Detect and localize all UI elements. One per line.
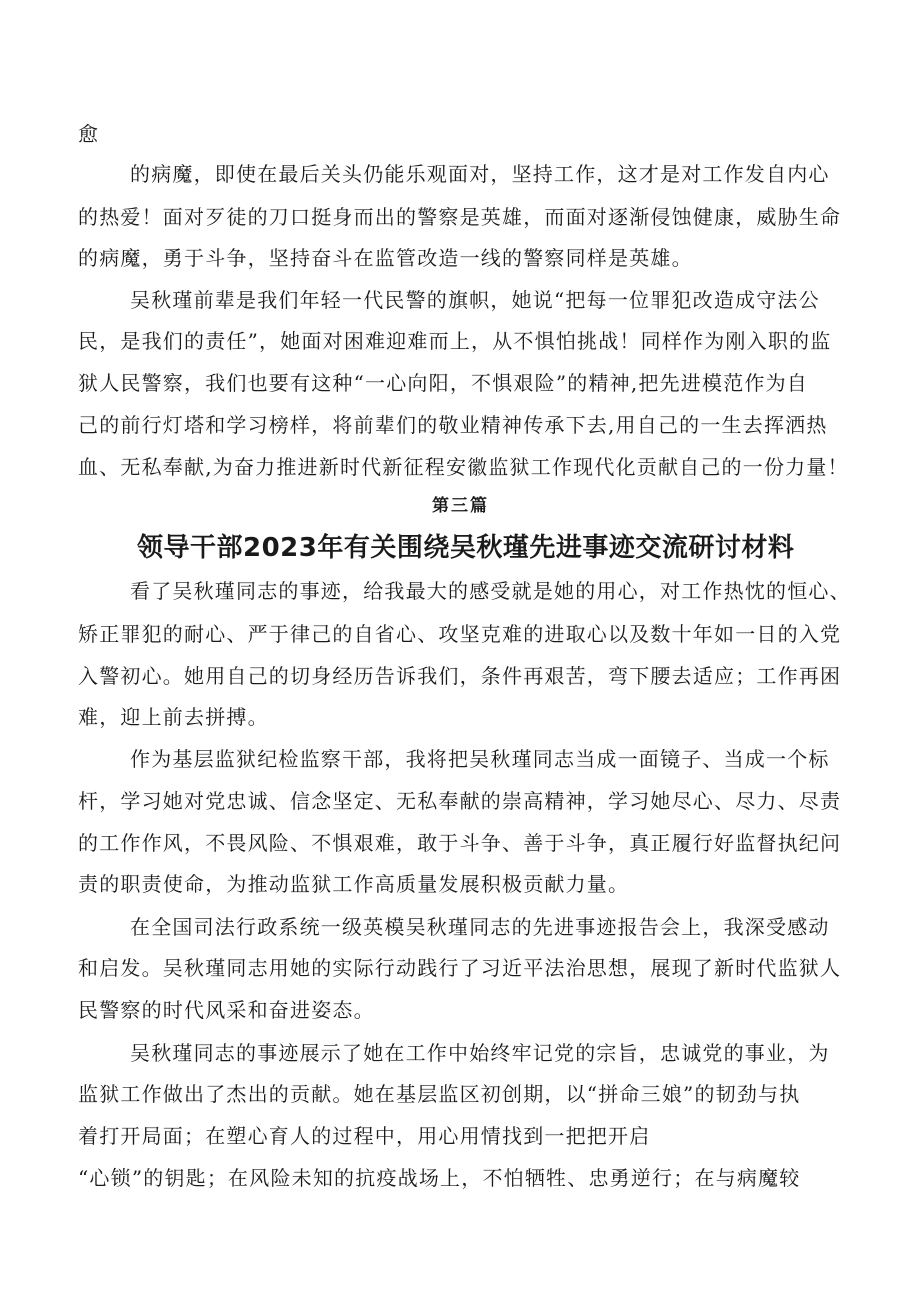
- paragraph-5-line-2: 和启发。吴秋瑾同志用她的实际行动践行了习近平法治思想，展现了新时代监狱人: [78, 956, 842, 980]
- section-label: 第三篇: [432, 496, 489, 516]
- paragraph-3-line-1: 看了吴秋瑾同志的事迹，给我最大的感受就是她的用心，对工作热忱的恒心、: [130, 579, 851, 603]
- paragraph-4-line-1: 作为基层监狱纪检监察干部，我将把吴秋瑾同志当成一面镜子、当成一个标: [130, 747, 830, 771]
- page-title: 领导干部2023年有关围绕吴秋瑾先进事迹交流研讨材料: [137, 533, 795, 563]
- paragraph-6-line-1: 吴秋瑾同志的事迹展示了她在工作中始终牢记党的宗旨，忠诚党的事业，为: [130, 1041, 830, 1065]
- paragraph-2-line-5: 血、无私奉献,为奋力推进新时代新征程安徽监狱工作现代化贡献自己的一份力量！: [78, 455, 849, 479]
- paragraph-6-line-4: “心锁”的钥匙；在风险未知的抗疫战场上，不怕牺牲、忠勇逆行；在与病魔较: [78, 1166, 801, 1190]
- paragraph-3-line-4: 难，迎上前去拼搏。: [78, 705, 269, 729]
- paragraph-5-line-1: 在全国司法行政系统一级英模吴秋瑾同志的先进事迹报告会上，我深受感动: [130, 915, 830, 939]
- paragraph-3-line-2: 矫正罪犯的耐心、严于律己的自省心、攻坚克难的进取心以及数十年如一日的入党: [78, 622, 842, 646]
- paragraph-6-line-2: 监狱工作做出了杰出的贡献。她在基层监区初创期，以“拼命三娘”的韧劲与执: [78, 1082, 801, 1106]
- paragraph-2-line-3: 狱人民警察，我们也要有这种“一心向阳，不惧艰险”的精神,把先进模范作为自: [78, 371, 809, 395]
- paragraph-1-line-2: 的热爱！面对歹徒的刀口挺身而出的警察是英雄，而面对逐渐侵蚀健康，威胁生命: [78, 205, 842, 229]
- top-fragment: 愈: [78, 122, 100, 146]
- paragraph-4-line-2: 杆，学习她对党忠诚、信念坚定、无私奉献的崇高精神，学习她尽心、尽力、尽责: [78, 789, 842, 813]
- paragraph-2-line-2: 民，是我们的责任”，她面对困难迎难而上，从不惧怕挑战！同样作为刚入职的监: [78, 329, 832, 353]
- paragraph-3-line-3: 入警初心。她用自己的切身经历告诉我们，条件再艰苦，弯下腰去适应；工作再困: [78, 664, 842, 688]
- paragraph-4-line-4: 责的职责使命，为推动监狱工作高质量发展积极贡献力量。: [78, 872, 630, 896]
- paragraph-1-line-1: 的病魔，即使在最后关头仍能乐观面对，坚持工作，这才是对工作发自内心: [130, 162, 830, 186]
- paragraph-2-line-4: 己的前行灯塔和学习榜样，将前辈们的敬业精神传承下去,用自己的一生去挥洒热: [78, 413, 828, 437]
- paragraph-5-line-3: 民警察的时代风采和奋进姿态。: [78, 998, 375, 1022]
- paragraph-1-line-3: 的病魔，勇于斗争，坚持奋斗在监管改造一线的警察同样是英雄。: [78, 246, 693, 270]
- paragraph-2-line-1: 吴秋瑾前辈是我们年轻一代民警的旗帜，她说“把每一位罪犯改造成守法公: [130, 288, 820, 312]
- paragraph-6-line-3: 着打开局面；在塑心育人的过程中，用心用情找到一把把开启: [78, 1124, 651, 1148]
- paragraph-4-line-3: 的工作作风，不畏风险、不惧艰难，敢于斗争、善于斗争，真正履行好监督执纪问: [78, 831, 842, 855]
